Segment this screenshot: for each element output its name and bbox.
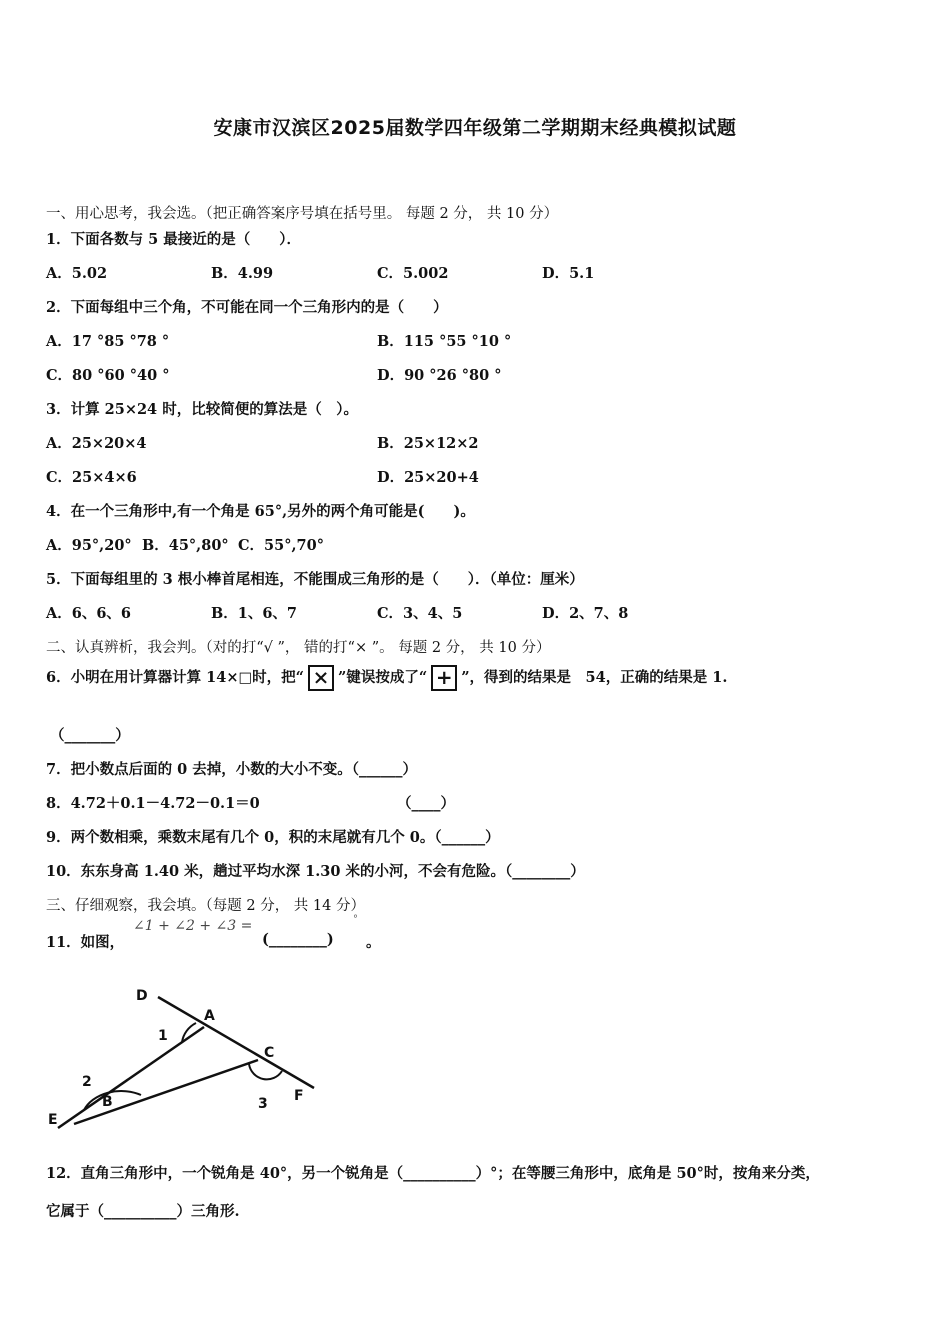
q11-suffix: 。 — [366, 934, 381, 951]
q6-text-2: ”键误按成了“ — [338, 669, 428, 686]
label-b: B — [102, 1094, 113, 1110]
question-5: 5．下面每组里的 3 根小棒首尾相连，不能围成三角形的是（ ）．（单位：厘米） — [46, 571, 584, 588]
question-4: 4．在一个三角形中,有一个角是 65°,另外的两个角可能是( )。 — [46, 503, 475, 520]
q6-answer-blank[interactable]: （_______） — [50, 727, 130, 744]
plus-key-icon: + — [431, 665, 457, 691]
question-12-line-1: 12．直角三角形中，一个锐角是 40°，另一个锐角是（__________）°；在等腰三角形中，底角是 50°时，按角来分类， — [46, 1165, 820, 1182]
label-a: A — [204, 1008, 215, 1024]
q5-option-d[interactable]: D．2、7、8 — [542, 605, 629, 622]
q3-option-a[interactable]: A．25×20×4 — [46, 435, 147, 452]
question-8: 8．4.72＋0.1－4.72－0.1＝0 — [46, 795, 260, 812]
q1-option-b[interactable]: B．4.99 — [211, 265, 274, 282]
section-2-heading: 二、认真辨析，我会判。（对的打“√ ”， 错的打“× ”。 每题 2 分， 共 10 分） — [46, 640, 551, 656]
question-2: 2．下面每组中三个角，不可能在同一个三角形内的是（ ） — [46, 299, 448, 316]
question-3: 3．计算 25×24 时，比较简便的算法是（ ）。 — [46, 401, 358, 418]
line-bc — [74, 1060, 258, 1124]
times-key-icon: × — [308, 665, 334, 691]
label-c: C — [264, 1045, 275, 1061]
page-title: 安康市汉滨区2025届数学四年级第二学期期末经典模拟试题 — [213, 117, 737, 139]
q1-option-a[interactable]: A．5.02 — [46, 265, 108, 282]
q5-option-b[interactable]: B．1、6、7 — [211, 605, 298, 622]
label-angle-1: 1 — [158, 1028, 168, 1044]
q1-option-d[interactable]: D．5.1 — [542, 265, 595, 282]
label-f: F — [294, 1088, 304, 1104]
label-e: E — [48, 1112, 58, 1128]
q5-option-c[interactable]: C．3、4、5 — [377, 605, 463, 622]
q3-option-d[interactable]: D．25×20+4 — [377, 469, 479, 486]
question-9: 9．两个数相乘，乘数末尾有几个 0，积的末尾就有几个 0。（______） — [46, 829, 500, 846]
question-12-line-2: 它属于（__________）三角形. — [46, 1203, 240, 1220]
q2-option-a[interactable]: A．17 °85 °78 ° — [46, 333, 170, 350]
q1-option-c[interactable]: C．5.002 — [377, 265, 449, 282]
q2-option-b[interactable]: B．115 °55 °10 ° — [377, 333, 512, 350]
q4-option-c[interactable]: C．55°,70° — [238, 537, 324, 554]
degree-mark: ° — [353, 914, 358, 925]
q4-option-a[interactable]: A．95°,20° — [46, 537, 132, 554]
q2-option-d[interactable]: D．90 °26 °80 ° — [377, 367, 502, 384]
q3-option-b[interactable]: B．25×12×2 — [377, 435, 479, 452]
label-angle-2: 2 — [82, 1074, 92, 1090]
question-10: 10．东东身高 1.40 米，趟过平均水深 1.30 米的小河，不会有危险。（________） — [46, 863, 585, 880]
q6-text-3: ”，得到的结果是 54，正确的结果是 1. — [461, 669, 728, 686]
question-1: 1．下面各数与 5 最接近的是（ ）． — [46, 231, 302, 248]
q2-option-c[interactable]: C．80 °60 °40 ° — [46, 367, 170, 384]
question-6 — [46, 665, 727, 691]
q6-text-1: 6．小明在用计算器计算 14×□时，把“ — [46, 669, 305, 686]
question-7: 7．把小数点后面的 0 去掉，小数的大小不变。（______） — [46, 761, 418, 778]
line-ea — [58, 1027, 204, 1128]
q3-option-c[interactable]: C．25×4×6 — [46, 469, 137, 486]
section-1-heading: 一、用心思考，我会选。（把正确答案序号填在括号里。 每题 2 分， 共 10 分） — [46, 206, 559, 222]
q8-answer-blank[interactable]: （____） — [397, 795, 455, 812]
label-angle-3: 3 — [258, 1096, 268, 1112]
q11-answer-blank[interactable]: (________) — [262, 931, 334, 948]
q4-option-b[interactable]: B．45°,80° — [142, 537, 229, 554]
question-11: 11．如图， — [46, 934, 125, 951]
angle-figure — [46, 980, 336, 1140]
label-d: D — [136, 988, 148, 1004]
angle-sum-formula: ∠1 + ∠2 + ∠3 = — [133, 918, 253, 934]
q5-option-a[interactable]: A．6、6、6 — [46, 605, 132, 622]
section-3-heading: 三、仔细观察，我会填。（每题 2 分， 共 14 分） — [46, 898, 365, 914]
